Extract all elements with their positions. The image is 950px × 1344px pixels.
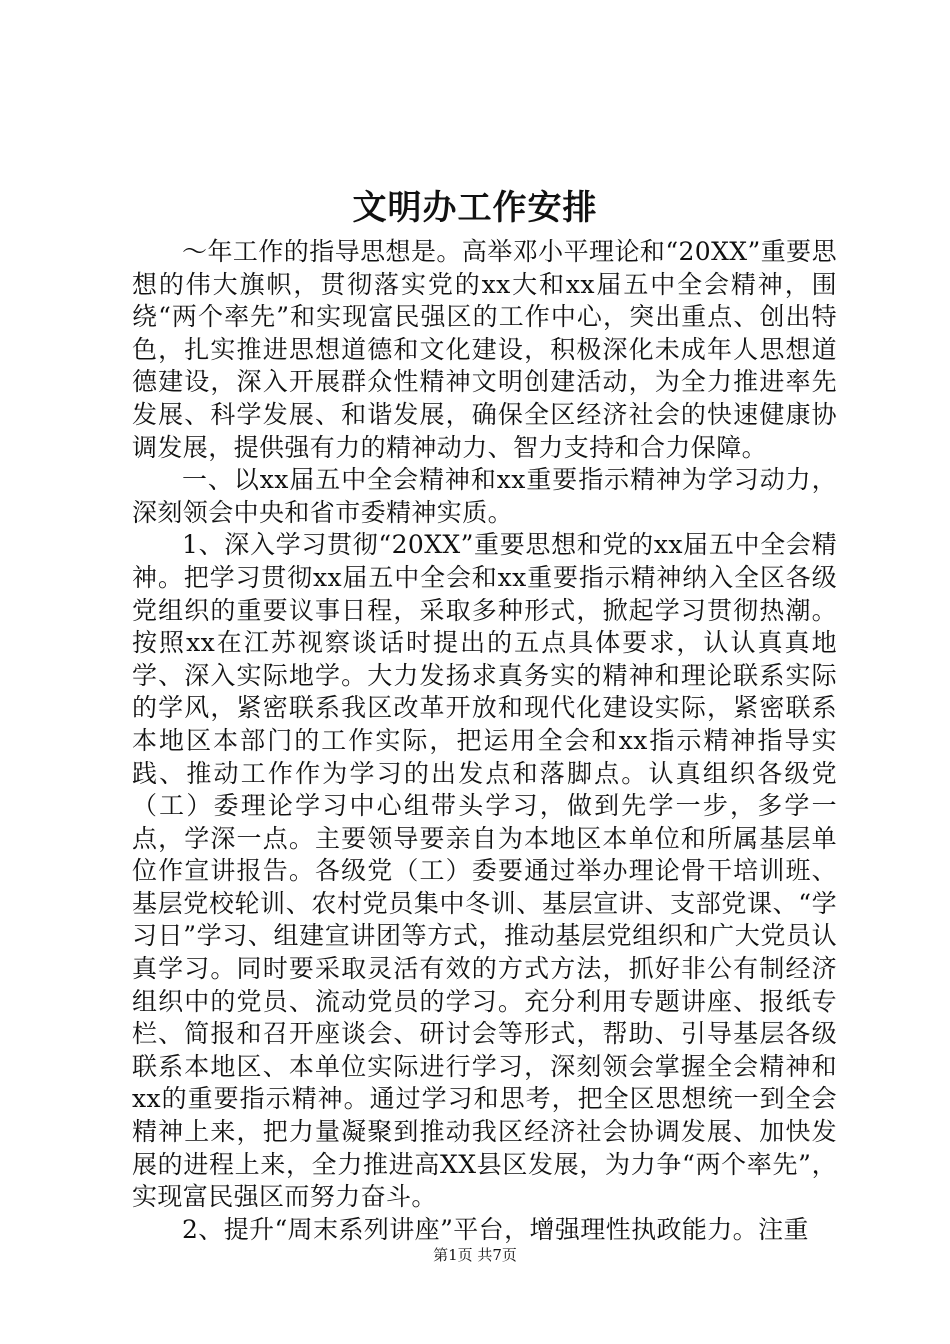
document-title: 文明办工作安排 [352, 188, 598, 228]
document-body [132, 236, 837, 1246]
paragraph-section-one-heading: 一、以xx届五中全会精神和xx重要指示精神为学习动力，深刻领会中央和省市委精神实质。 [132, 465, 837, 527]
paragraph-item-two: 2、提升“周末系列讲座”平台，增强理性执政能力。注重 [182, 1214, 809, 1244]
page-number-footer: 第1页 共7页 [433, 1246, 517, 1264]
paragraph-item-one: 1、深入学习贯彻“20XX”重要思想和党的xx届五中全会精神。把学习贯彻xx届五中全会和xx重要指示精神纳入全区各级党组织的重要议事日程，采取多种形式，掀起学习贯彻热潮。按照xx在江苏视察谈话时提出的五点具体要求，认认真真地学、深入实际地学。大力发扬求真务实的精神和理论联系实际的学风，紧密联系我区改革开放和现代化建设实际，紧密联系本地区本部门的工作实际，把运用全会和xx指示精神指导实践、推动工作作为学习的出发点和落脚点。认真组织各级党（工）委理论学习中心组带头学习，做到先学一步，多学一点，学深一点。主要领导要亲自为本地区本单位和所属基层单位作宣讲报告。各级党（工）委要通过举办理论骨干培训班、基层党校轮训、农村党员集中冬训、基层宣讲、支部党课、“学习日”学习、组建宣讲团等方式，推动基层党组织和广大党员认真学习。同时要采取灵活有效的方式方法，抓好非公有制经济组织中的党员、流动党员的学习。充分利用专题讲座、报纸专栏、简报和召开座谈会、研讨会等形式，帮助、引导基层各级联系本地区、本单位实际进行学习，深刻领会掌握全会精神和xx的重要指示精神。通过学习和思考，把全区思想统一到全会精神上来，把力量凝聚到推动我区经济社会协调发展、加快发展的进程上来，全力推进高XX县区发展，为力争“两个率先”，实现富民强区而努力奋斗。 [132, 530, 837, 1212]
paragraph-guiding-ideology: ～年工作的指导思想是。高举邓小平理论和“20XX”重要思想的伟大旗帜，贯彻落实党的xx大和xx届五中全会精神，围绕“两个率先”和实现富民强区的工作中心，突出重点、创出特色，扎实推进思想道德和文化建设，积极深化未成年人思想道德建设，深入开展群众性精神文明创建活动，为全力推进率先发展、科学发展、和谐发展，确保全区经济社会的快速健康协调发展，提供强有力的精神动力、智力支持和合力保障。 [132, 237, 837, 462]
